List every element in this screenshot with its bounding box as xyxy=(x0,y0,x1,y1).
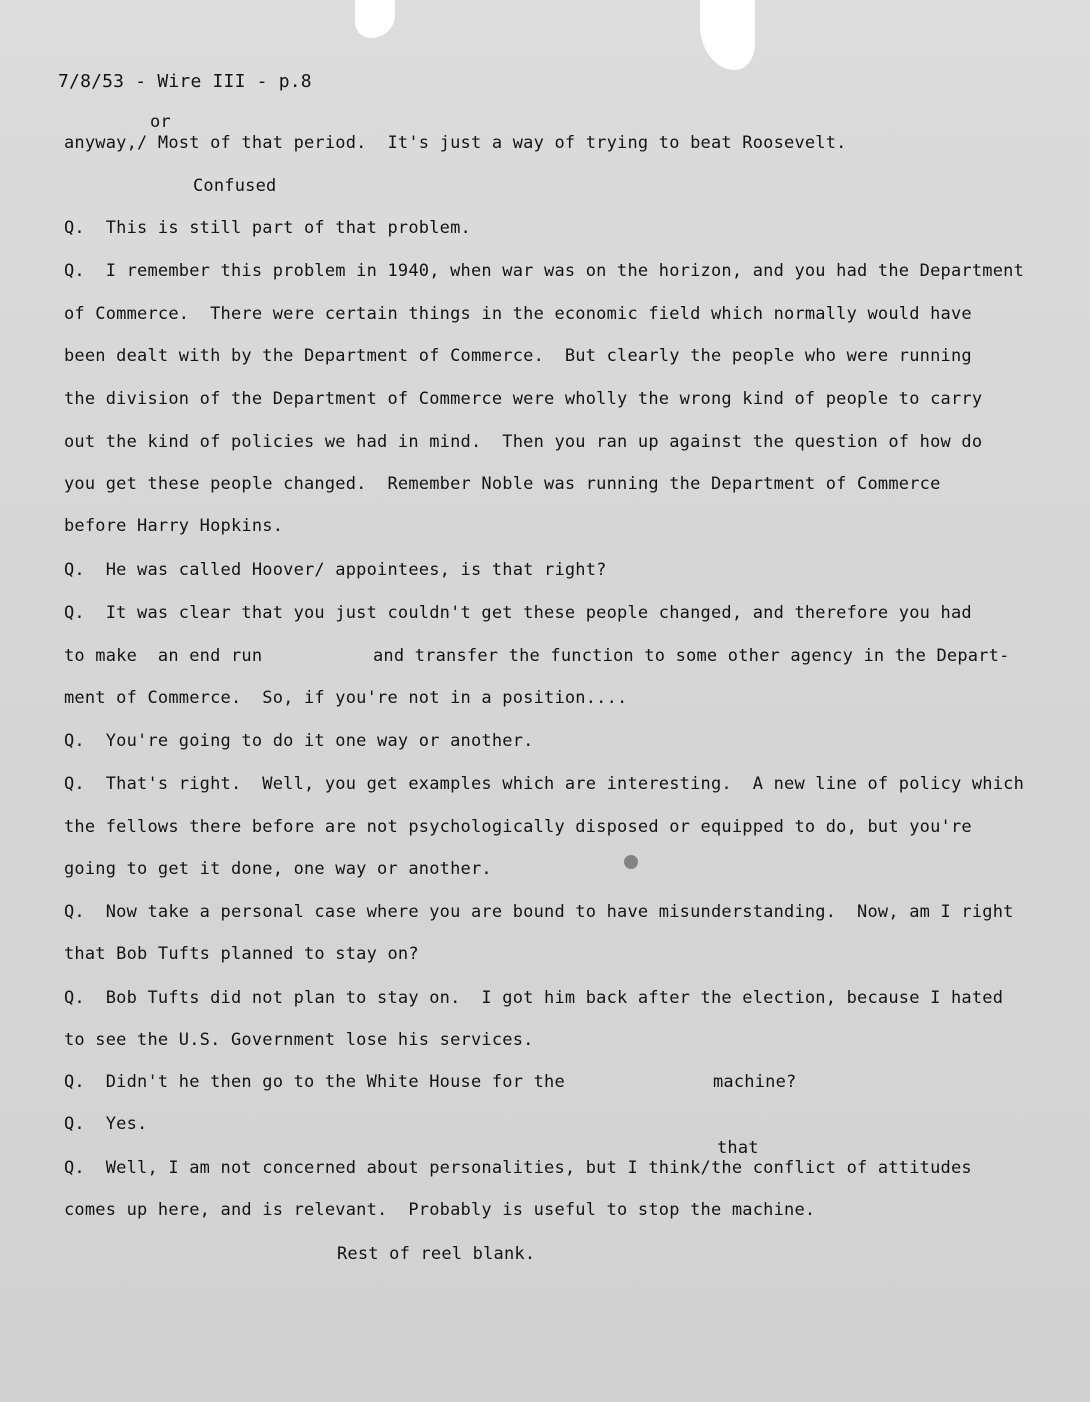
closing-note: Rest of reel blank. xyxy=(337,1244,536,1264)
text-line: the fellows there before are not psychologically disposed or equipped to do, but you're xyxy=(64,817,972,837)
text-line: to make an end run xyxy=(64,646,263,666)
handwritten-insert: that xyxy=(717,1138,759,1158)
text-line: you get these people changed. Remember Noble was running the Department of Commerce xyxy=(64,474,941,494)
text-line: ment of Commerce. So, if you're not in a position.... xyxy=(64,688,628,708)
text-line: Q. Now take a personal case where you are bound to have misunderstanding. Now, am I right xyxy=(64,902,1014,922)
text-line: Confused xyxy=(193,176,277,196)
text-line: Q. He was called Hoover/ appointees, is that right? xyxy=(64,560,607,580)
text-line: Q. That's right. Well, you get examples which are interesting. A new line of policy which xyxy=(64,774,1025,794)
page-header: 7/8/53 - Wire III - p.8 xyxy=(58,71,312,92)
text-line: to see the U.S. Government lose his services. xyxy=(64,1030,534,1050)
text-line: Q. It was clear that you just couldn't get these people changed, and therefore you had xyxy=(64,603,972,623)
torn-edge xyxy=(700,0,755,70)
text-line: out the kind of policies we had in mind. Then you ran up against the question of how do xyxy=(64,432,983,452)
text-line: Q. Didn't he then go to the White House for the xyxy=(64,1072,565,1092)
text-line: of Commerce. There were certain things in the economic field which normally would have xyxy=(64,304,972,324)
text-line: Q. I remember this problem in 1940, when war was on the horizon, and you had the Department xyxy=(64,261,1025,281)
text-line: the division of the Department of Commerce were wholly the wrong kind of people to carry xyxy=(64,389,983,409)
torn-edge xyxy=(355,0,395,38)
text-line: going to get it done, one way or another. xyxy=(64,859,492,879)
text-line: comes up here, and is relevant. Probably is useful to stop the machine. xyxy=(64,1200,816,1220)
text-line: and transfer the function to some other agency in the Depart- xyxy=(373,646,1010,666)
text-line: machine? xyxy=(713,1072,797,1092)
text-line: Q. Yes. xyxy=(64,1114,148,1134)
text-line: before Harry Hopkins. xyxy=(64,516,284,536)
text-line: Q. Well, I am not concerned about personalities, but I think/the conflict of attitudes xyxy=(64,1158,972,1178)
text-line: anyway,/ Most of that period. It's just a way of trying to beat Roosevelt. xyxy=(64,133,847,153)
text-line: that Bob Tufts planned to stay on? xyxy=(64,944,419,964)
handwritten-insert: or xyxy=(150,112,171,132)
ink-smudge xyxy=(624,855,638,869)
text-line: been dealt with by the Department of Commerce. But clearly the people who were running xyxy=(64,346,972,366)
text-line: Q. You're going to do it one way or another. xyxy=(64,731,534,751)
text-line: Q. Bob Tufts did not plan to stay on. I got him back after the election, because I hated xyxy=(64,988,1004,1008)
text-line: Q. This is still part of that problem. xyxy=(64,218,471,238)
